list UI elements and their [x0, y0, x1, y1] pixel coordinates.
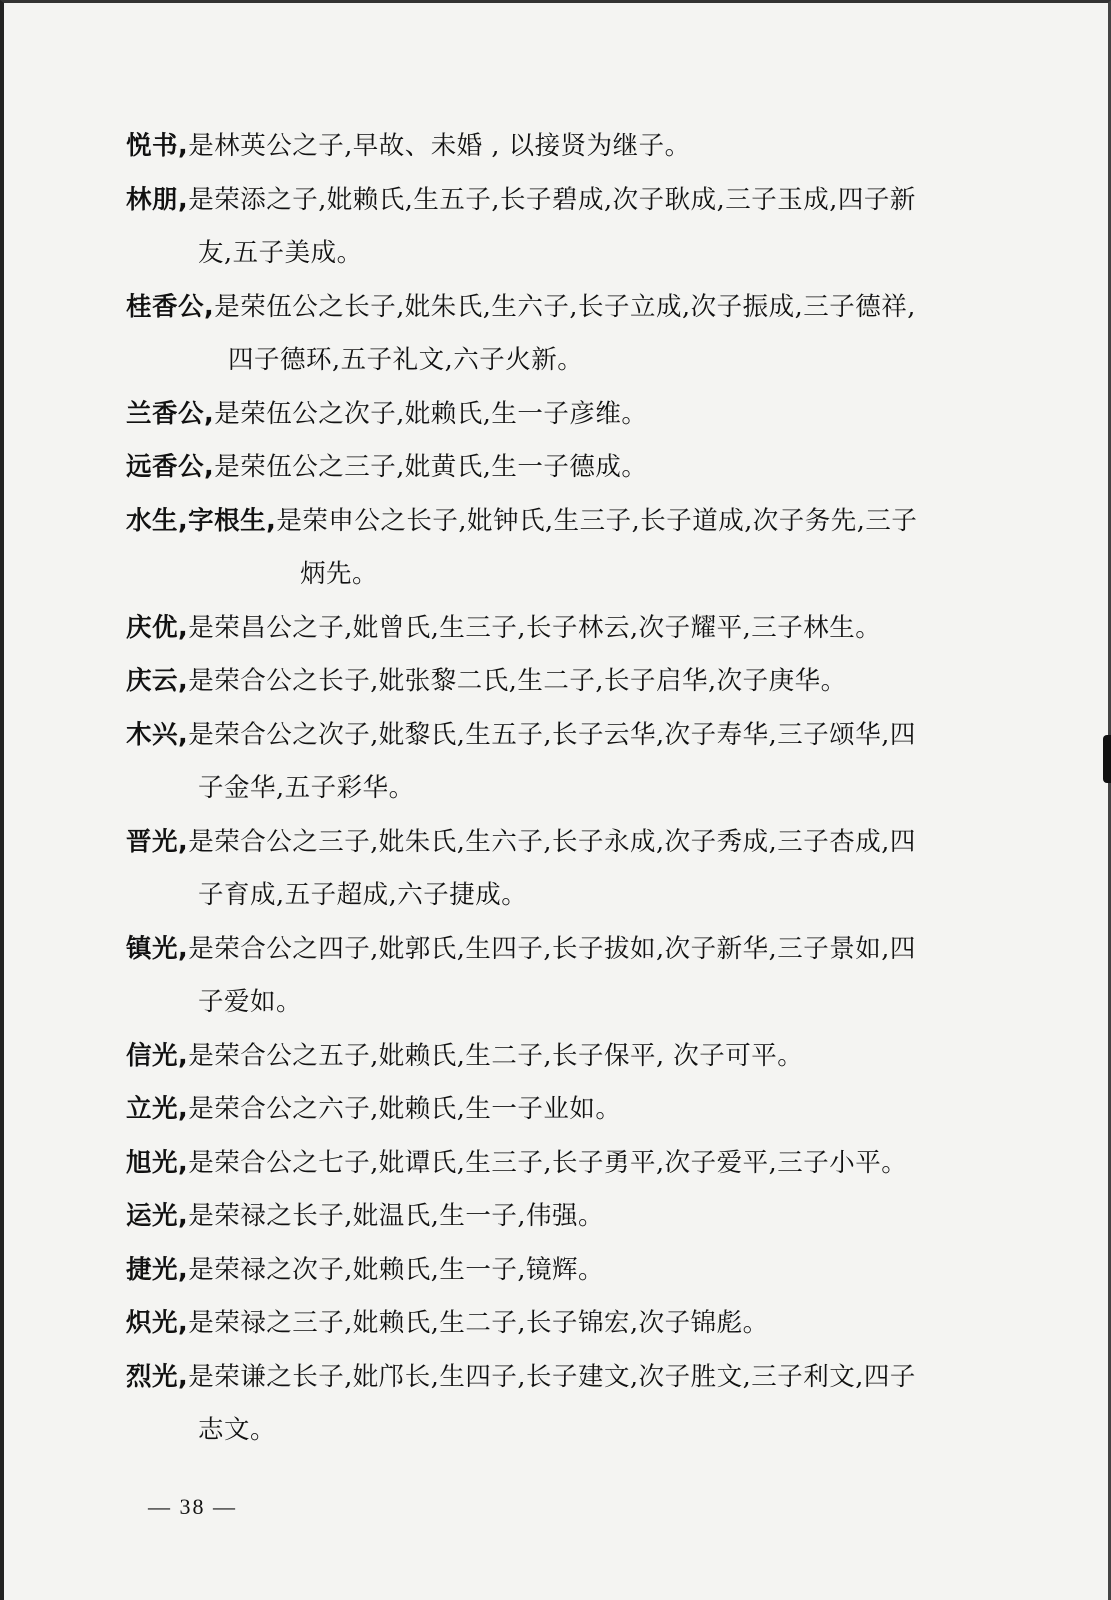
- entry: [126, 495, 1056, 602]
- entry: [126, 281, 1056, 388]
- entry-name: 木兴,: [126, 719, 189, 750]
- entry-name: 远香公,: [126, 452, 215, 482]
- entry-name: 桂香公,: [126, 291, 215, 322]
- entry-text: 是荣合公之长子,妣张黎二氏,生二子,长子启华,次子庚华。: [188, 666, 847, 696]
- entry-name: 运光,: [126, 1201, 189, 1231]
- entry-continuation: 志文。: [198, 1415, 277, 1445]
- entry: [126, 816, 1056, 923]
- entry-text: 是荣伍公之长子,妣朱氏,生六子,长子立成,次子振成,三子德祥,: [214, 291, 916, 322]
- entry-continuation: 子金华,五子彩华。: [198, 773, 415, 803]
- entry: [126, 441, 1056, 495]
- entry-name: 庆优,: [126, 612, 189, 643]
- entry-continuation: 子爱如。: [198, 987, 303, 1017]
- entry-name: 炽光,: [126, 1308, 189, 1338]
- entry-text: 是荣昌公之子,妣曾氏,生三子,长子林云,次子耀平,三子林生。: [188, 612, 882, 643]
- entry-name: 旭光,: [126, 1147, 189, 1178]
- entry: [126, 388, 1056, 442]
- entry-name: 信光,: [126, 1040, 189, 1071]
- entry: [126, 1351, 1056, 1458]
- entry-text: 是荣合公之五子,妣赖氏,生二子,长子保平, 次子可平。: [188, 1040, 804, 1071]
- entry-name: 镇光,: [126, 933, 189, 964]
- entry: [126, 1244, 1056, 1298]
- entry: [126, 1030, 1056, 1084]
- entry: [126, 655, 1056, 709]
- entry-continuation: 子育成,五子超成,六子捷成。: [198, 880, 528, 910]
- entry-text: 是荣申公之长子,妣钟氏,生三子,长子道成,次子务先,三子: [276, 505, 918, 536]
- entry-text: 是荣禄之长子,妣温氏,生一子,伟强。: [188, 1201, 605, 1231]
- entry: [126, 602, 1056, 656]
- genealogy-text: [126, 120, 1056, 1458]
- entry-name: 烈光,: [126, 1361, 189, 1392]
- entry: [126, 1190, 1056, 1244]
- entry-name: 悦书,: [126, 131, 189, 161]
- entry: [126, 174, 1056, 281]
- entry-text: 是荣伍公之三子,妣黄氏,生一子德成。: [214, 452, 648, 482]
- entry: [126, 120, 1056, 174]
- entry: [126, 1137, 1056, 1191]
- entry: [126, 709, 1056, 816]
- entry-continuation: 友,五子美成。: [198, 238, 363, 268]
- entry-name: 林朋,: [126, 184, 189, 215]
- page-edge-mark: [1103, 735, 1111, 783]
- entry-text: 是荣合公之四子,妣郭氏,生四子,长子拔如,次子新华,三子景如,四: [188, 933, 916, 964]
- entry-name: 晋光,: [126, 826, 189, 857]
- entry-name: 庆云,: [126, 666, 189, 696]
- entry-name: 立光,: [126, 1094, 189, 1124]
- entry-continuation: 四子德环,五子礼文,六子火新。: [228, 345, 584, 375]
- entry-text: 是荣合公之六子,妣赖氏,生一子业如。: [188, 1094, 622, 1124]
- entry-text: 是荣禄之三子,妣赖氏,生二子,长子锦宏,次子锦彪。: [188, 1308, 769, 1338]
- entry-text: 是荣合公之次子,妣黎氏,生五子,长子云华,次子寿华,三子颂华,四: [188, 719, 916, 750]
- entry-name: 水生,字根生,: [126, 505, 277, 536]
- entry: [126, 1083, 1056, 1137]
- entry: [126, 1297, 1056, 1351]
- entry-name: 兰香公,: [126, 398, 215, 429]
- entry-text: 是荣合公之三子,妣朱氏,生六子,长子永成,次子秀成,三子杏成,四: [188, 826, 916, 857]
- entry-text: 是荣伍公之次子,妣赖氏,生一子彦维。: [214, 398, 648, 429]
- page-number: — 38 —: [148, 1494, 237, 1519]
- entry-text: 是荣添之子,妣赖氏,生五子,长子碧成,次子耿成,三子玉成,四子新: [188, 184, 916, 215]
- entry-name: 捷光,: [126, 1254, 189, 1285]
- entry-text: 是林英公之子,早故、未婚 , 以接贤为继子。: [188, 131, 691, 161]
- entry-text: 是荣禄之次子,妣赖氏,生一子,镜辉。: [188, 1254, 605, 1285]
- entry: [126, 923, 1056, 1030]
- entry-text: 是荣合公之七子,妣谭氏,生三子,长子勇平,次子爱平,三子小平。: [188, 1147, 908, 1178]
- entry-text: 是荣谦之长子,妣邝长,生四子,长子建文,次子胜文,三子利文,四子: [188, 1361, 916, 1392]
- entry-continuation: 炳先。: [300, 559, 379, 589]
